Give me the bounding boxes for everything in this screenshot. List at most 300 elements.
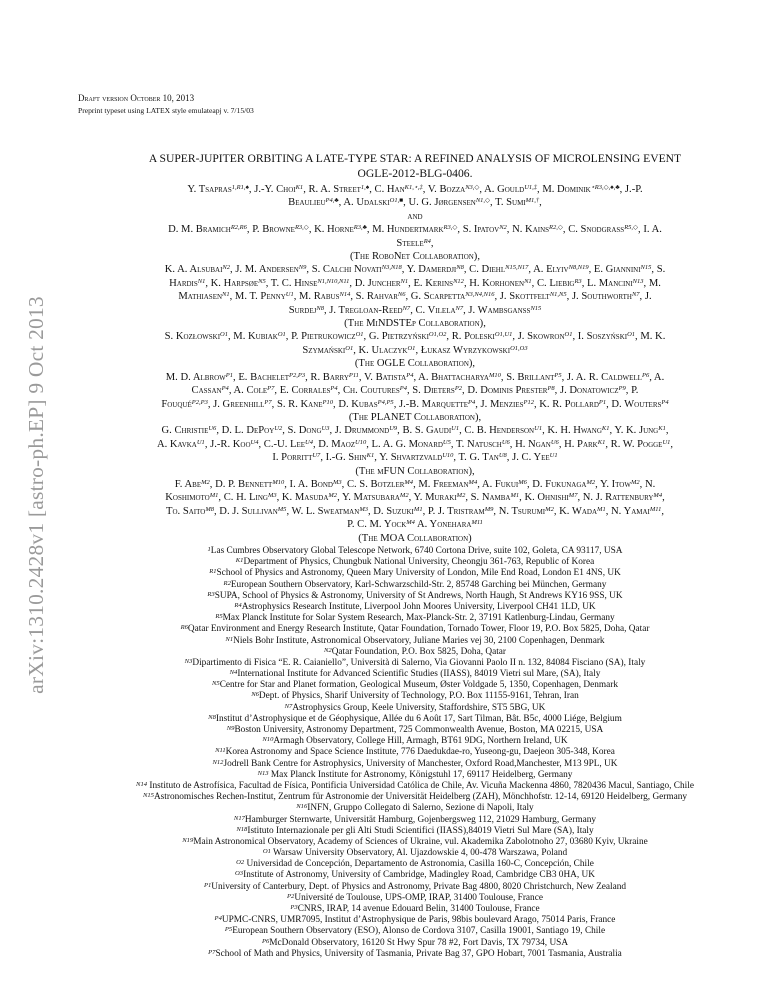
author-name: , J. A. R. Caldwell [561,371,642,383]
author-name: , H. Ngan [509,438,551,450]
affiliation-item [60,781,768,792]
author-affiliation-marker: P6 [641,371,650,379]
author-name: , S. Dong [282,425,322,437]
affiliation-item [60,926,768,937]
author-name: (The μFUN Collaboration), [355,465,475,477]
affiliation-text: University of Canterbury, Dept. of Physics and Astronomy, Private Bag 4800, 8020 Christchurch, New Zealand [211,881,627,892]
author-line [60,196,768,209]
affiliation-key: N7 [284,702,293,710]
author-name: , C. Vilela [410,304,456,316]
affiliation-text: Warsaw University Observatory, Al. Ujazdowskie 4, 00-478 Warszawa, Poland [270,848,568,859]
author-name: , J.-R. Koo [204,438,251,450]
author-affiliation-marker: M1 [209,492,219,500]
author-name: , S. Namba [465,492,511,504]
affiliation-key: P5 [224,926,233,934]
author-name: Steele [396,237,424,249]
author-affiliation-marker: U1,‡ [524,184,538,191]
affiliation-text: Max Planck Institute for Astronomy, Königstuhl 17, 69117 Heidelberg, Germany [268,769,573,780]
affiliation-key: N11 [215,747,226,755]
affiliation-text: Astrophysics Research Institute, Liverpool John Moores University, Liverpool CH41 1LD, UK [241,601,596,612]
author-line [60,465,768,478]
author-name: , J. Southworth [566,291,632,303]
author-name: , Łukasz Wyrzykowski [415,344,511,356]
author-name: , K. Masuda [276,492,329,504]
affiliation-text: McDonald Observatory, 16120 St Hwy Spur 78 #2, Fort Davis, TX 79734, USA [269,937,569,948]
author-name: , I.-G. Shin [320,452,367,464]
affiliation-item [60,580,768,591]
author-affiliation-marker: M8 [205,505,214,513]
author-name: , C. B. Henderson [459,425,535,437]
author-name: , E. Giannini [588,264,641,276]
author-affiliation-marker: P9 [618,385,626,393]
author-affiliation-marker: P1 [225,371,234,379]
author-name: (The RoboNet Collaboration), [350,251,480,263]
affiliation-item [60,915,768,926]
author-affiliation-marker: O1,■ [389,197,404,205]
affiliation-text: Qatar Environment and Energy Research Institute, Qatar Foundation, Tornado Tower, Floor 19, P.O. Box 5825, Doha, Qatar [187,624,650,635]
author-affiliation-marker: M3 [359,505,368,513]
author-affiliation-marker: O1 [627,331,636,339]
affiliation-key: R2 [223,579,231,587]
author-line [60,330,768,343]
author-name: , K. Ulaczyk [353,344,408,356]
author-line [60,304,768,317]
author-line [60,505,768,518]
author-name: , G. Scarpetta [405,291,466,303]
author-name: , B. S. Gaudi [397,425,452,437]
author-name: , N. Tsurumi [493,505,546,517]
author-affiliation-marker: U7 [312,452,321,460]
author-affiliation-marker: O1 [564,331,573,339]
affiliation-item [60,893,768,904]
author-name: , K. Ohnishi [519,492,569,504]
author-affiliation-marker: N13 [632,277,644,285]
author-affiliation-marker: U1 [549,452,558,460]
affiliation-key: O2 [236,859,245,867]
author-affiliation-marker: O1,U1 [494,331,513,339]
affiliation-text: CNRS, IRAP, 14 avenue Edouard Belin, 31400 Toulouse, France [297,904,540,914]
author-affiliation-marker: K1 [597,438,606,446]
author-affiliation-marker: M1 [597,505,606,513]
author-name: , S. Ipatov [457,224,500,236]
author-affiliation-marker: N8,N19 [568,264,589,272]
affiliation-item [60,669,768,680]
author-name: , [670,438,674,450]
affiliation-item [60,647,768,658]
affiliation-text: Department of Physics, Chungbuk National University, Cheongju 361-763, Republic of Korea [243,557,595,568]
affiliation-key: N3 [184,657,193,665]
author-affiliation-marker: N15,N17 [505,264,529,272]
author-affiliation-marker: U1 [451,425,460,433]
author-affiliation-marker: O1 [355,331,364,339]
author-affiliation-marker: U10 [355,438,367,446]
affiliation-item [60,703,768,714]
author-line [60,277,768,290]
affiliation-text: Boston University, Astronomy Department, 725 Commonwealth Avenue, Boston, MA 02215, USA [234,725,604,735]
author-line [60,210,768,223]
author-name: , L. A. G. Monard [366,438,443,450]
author-affiliation-marker: N7 [631,291,640,299]
author-affiliation-marker: 1,R1,♠ [231,184,249,191]
author-affiliation-marker: R2,R6 [230,224,247,232]
affiliation-key: K1 [235,557,244,565]
author-affiliation-marker: R3,◇ [294,224,309,232]
author-affiliation-marker: M2 [630,478,640,486]
author-name: , A. Elyiv [528,264,569,276]
affiliation-key: R1 [209,568,217,576]
author-name: , S. R. Kane [271,398,323,410]
author-affiliation-marker: O1 [407,344,416,352]
author-affiliation-marker: U1 [196,438,205,446]
author-name: , T. C. Hinse [265,277,318,289]
affiliation-item [60,848,768,859]
author-affiliation-marker: R3 [574,277,582,285]
author-affiliation-marker: U3 [321,425,330,433]
author-name: , D. L. DePoy [216,425,275,437]
author-affiliation-marker: N7 [402,304,411,312]
author-name: , N. [639,478,656,490]
affiliation-key: N16 [296,803,308,811]
author-name: , R. A. Street [303,184,361,195]
affiliation-text: Centre for Star and Planet formation, Geological Museum, Øster Voldgade 5, 1350, Copenhagen, Denmark [219,680,618,691]
author-name: , D. Wouters [606,398,662,410]
author-line [60,290,768,303]
affiliation-key: P2 [287,892,295,900]
author-affiliation-marker: P4 [221,385,229,393]
author-affiliation-marker: N14 [339,291,351,299]
author-name: , D. P. Bennett [209,478,273,490]
affiliation-key: R6 [180,624,188,632]
affiliation-item [60,736,768,747]
author-affiliation-marker: R2,◇ [549,224,563,232]
paper-title [60,151,768,181]
affiliation-text: Las Cumbres Observatory Global Telescope Network, 6740 Cortona Drive, suite 102, Goleta, CA 93117, USA [210,546,623,556]
affiliation-key: N1 [225,635,234,643]
author-name: , A. Fukui [477,478,519,490]
author-name: , R. Poleski [446,331,495,343]
author-name: , E. Corrales [274,385,331,397]
affiliation-text: European Southern Observatory (ESO), Alonso de Cordova 3107, Casilla 19001, Santiago 19, Chile [232,926,606,937]
author-name: , Y. Muraki [408,492,457,504]
author-affiliation-marker: O1 [277,331,286,339]
author-affiliation-marker: M2 [201,478,210,486]
author-affiliation-marker: K1 [601,425,610,433]
author-affiliation-marker: P4 [406,371,414,379]
author-affiliation-marker: U4 [250,438,259,446]
author-name: , P. Pietrukowicz [285,331,356,343]
author-name: , V. Bozza [422,184,466,195]
author-line [60,384,768,397]
affiliation-item [60,792,768,803]
author-affiliation-marker: N3,◇ [465,184,480,191]
affiliation-text: Armagh Observatory, College Hill, Armagh, BT61 9DG, Northern Ireland, UK [273,736,568,747]
affiliation-key: P6 [261,937,270,945]
author-affiliation-marker: M4 [653,492,663,500]
affiliation-key: N19 [182,836,194,844]
affiliation-item [60,870,768,881]
author-line [60,491,768,504]
author-name: , C. Snodgrass [562,224,625,236]
author-affiliation-marker: U2 [274,425,283,433]
author-affiliation-marker: M2 [545,505,554,513]
author-name: , J. Skowron [512,331,565,343]
author-affiliation-marker: P2,P3 [191,398,208,406]
author-affiliation-marker: U5 [442,438,451,446]
author-name: , C. Liebig [531,277,575,289]
author-name: , E. Bachelet [233,371,290,383]
author-name: , U. G. Jørgensen [403,197,476,209]
author-affiliation-marker: U6 [501,438,510,446]
author-affiliation-marker: M2 [328,492,338,500]
author-name: , H. Park [558,438,598,450]
author-name: , H. Korhonen [463,277,525,289]
author-affiliation-marker: O1 [220,331,228,339]
affiliation-text: Niels Bohr Institute, Astronomical Observatory, Juliane Maries vej 30, 2100 Copenhagen, Denmark [233,635,605,646]
author-name: , [662,492,665,504]
affiliation-key: P1 [203,881,212,889]
author-name: , T. Natusch [450,438,502,450]
author-name: , M. Rabus [293,291,340,303]
author-affiliation-marker: M2 [586,478,596,486]
author-name: , Y. Shvartzvald [374,452,443,464]
author-name: , D. Maoz [312,438,356,450]
author-affiliation-marker: K1,⋆,‡ [404,184,423,191]
author-name: P. C. M. Yock [347,519,407,531]
author-name: Surdej [288,304,317,316]
affiliation-text: SUPA, School of Physics & Astronomy, University of St Andrews, North Haugh, St Andrews KY16 9SS, UK [214,590,623,601]
author-affiliation-marker: 1,♠ [360,184,370,191]
author-line [60,263,768,276]
author-affiliation-marker: M2 [399,492,409,500]
author-line [60,183,768,196]
affiliation-item [60,837,768,848]
affiliation-key: N4 [229,669,238,677]
author-affiliation-marker: M4 [404,478,414,486]
author-name: , J.-P. [619,184,643,195]
author-affiliation-marker: P4 [661,398,669,406]
affiliation-item [60,624,768,635]
author-line [60,237,768,250]
author-name: , Y. K. Jung [609,425,659,437]
author-name: , A. Gould [479,184,525,195]
author-name: Mathiasen [178,291,223,303]
affiliation-key: R4 [234,601,242,609]
author-name: (The MiNDSTEp Collaboration), [344,318,486,330]
author-affiliation-marker: P4,♣ [325,197,339,205]
author-affiliation-marker: M1 [510,492,520,500]
author-name: , S. Calchi Novati [306,264,382,276]
author-affiliation-marker: N1 [222,291,230,299]
author-name: , D. Fukunaga [526,478,587,490]
author-name: , K. Harpsøe [205,277,259,289]
author-name: , J. Tregloan-Reed [323,304,403,316]
affiliation-key: N8 [208,713,216,721]
author-name: , G. Pietrzyński [363,331,429,343]
affiliation-text: School of Physics and Astronomy, Queen Mary University of London, Mile End Road, London E1 4NS, UK [216,568,621,579]
author-affiliation-marker: N3,N4,N16 [465,291,495,299]
author-name: , J. [639,291,652,303]
author-line [60,357,768,370]
author-name: Beaulieu [288,197,326,209]
affiliation-key: P7 [208,948,216,956]
affiliation-item [60,938,768,949]
author-affiliation-marker: M11 [649,505,662,513]
author-affiliation-marker: R5,◇ [624,224,639,232]
affiliation-text: INFN, Gruppo Collegato di Salerno, Sezione di Napoli, Italy [307,803,534,814]
author-affiliation-marker: N1 [197,277,206,285]
author-name: (The PLANET Collaboration), [348,411,482,423]
affiliation-text: Jodrell Bank Centre for Astrophysics, University of Manchester, Oxford Road,Manchester, M13 9PL, UK [223,758,618,769]
author-affiliation-marker: O1,O2 [428,331,447,339]
author-name: , A. [649,371,665,383]
affiliation-item [60,859,768,870]
author-name: , M. Hundertmark [366,224,444,236]
affiliation-key: N5 [211,680,220,688]
arxiv-identifier-stamp: arXiv:1310.2428v1 [astro-ph.EP] 9 Oct 2013 [24,296,48,694]
author-affiliation-marker: U1 [534,425,543,433]
author-name: , C. Diehl [463,264,506,276]
author-affiliation-marker: N7 [455,304,464,312]
affiliation-item [60,658,768,669]
author-affiliation-marker: M9 [484,505,494,513]
author-name: S. Kozłowski [164,331,221,343]
author-line [60,451,768,464]
author-affiliation-marker: ⋆R3,◇,♠,♣ [590,184,620,191]
author-name: To. Saito [166,505,206,517]
author-affiliation-marker: U1 [662,438,671,446]
affiliation-text: Max Planck Institute for Solar System Research, Max-Planck-Str. 2, 37191 Katlenburg-Lindau, Germany [222,613,615,624]
author-name: , J.-Y. Choi [248,184,296,195]
author-name: A. Kavka [156,438,197,450]
author-name: , S. Brillant [500,371,555,383]
affiliation-item [60,613,768,624]
draft-version: Draft version October 10, 2013 [78,93,195,103]
author-affiliation-marker: N6 [397,291,406,299]
author-affiliation-marker: U6 [208,425,217,433]
affiliation-text: International Institute for Advanced Scientific Studies (IIASS), 84019 Vietri sul Mare, (SA), Italy [237,669,601,680]
affiliation-item [60,602,768,613]
author-line [60,317,768,330]
author-affiliation-marker: U1 [285,291,294,299]
affiliation-text: Universidad de Concepción, Departamento de Astronomia, Casilla 160-C, Concepción, Chile [244,859,594,870]
author-name: , D. J. Sullivan [214,505,278,517]
author-name: (The MOA Collaboration) [358,532,472,544]
affiliation-item [60,904,768,915]
author-affiliation-marker: P4,P5 [377,398,394,406]
author-affiliation-marker: N8 [316,304,324,312]
author-name: G. Christie [161,425,209,437]
affiliation-key: N9 [226,725,235,732]
affiliation-key: 1 [207,546,211,553]
author-affiliation-marker: N1 [400,277,409,285]
author-name: F. Abe [174,478,202,490]
author-name: , C. H. Ling [218,492,268,504]
author-name: , P. [625,385,639,397]
author-name: , D. Juncher [349,277,401,289]
affiliation-text: School of Math and Physics, University of Tasmania, Private Bag 37, GPO Hobart, 7001 Tasmania, Australia [215,948,622,959]
author-name: , I. A. Bond [284,478,333,490]
author-name: , M. Freeman [413,478,469,490]
author-affiliation-marker: K1 [658,425,666,433]
author-name: , M. Kubiak [227,331,278,343]
author-affiliation-marker: N8 [456,264,464,272]
author-affiliation-marker: M1 [413,505,423,513]
author-name: I. Porritt [272,452,313,464]
affiliation-item [60,770,768,781]
affiliation-text: Qatar Foundation, P.O. Box 5825, Doha, Qatar [331,646,506,657]
affiliation-item [60,680,768,691]
author-name: , T. G. Tan [453,452,499,464]
author-affiliation-marker: U9 [389,425,398,433]
author-name: , A. Bhattacharya [413,371,489,383]
title-line-1: A SUPER-JUPITER ORBITING A LATE-TYPE STAR: A REFINED ANALYSIS OF MICROLENSING EVENT [148,152,682,165]
author-affiliation-marker: U4 [305,438,313,446]
author-name: , M. K. [635,331,666,343]
affiliation-text: European Southern Observatory, Karl-Schwarzschild-Str. 2, 85748 Garching bei München, Germany [230,579,607,590]
affiliation-item [60,882,768,893]
author-name: , N. J. Rattenbury [577,492,654,504]
affiliation-text: Hamburger Sternwarte, Universität Hamburg, Gojenbergsweg 112, 21029 Hamburg, Germany [244,814,597,825]
affiliation-item [60,826,768,837]
affiliation-text: Institut d’Astrophysique et de Géophysique, Allée du 6 Août 17, Sart Tilman, Bât. B5c, 4000 Liége, Belgium [215,713,622,724]
author-affiliation-marker: P2,P3 [289,371,306,379]
author-name: , S. Rahvar [350,291,398,303]
affiliation-text: Université de Toulouse, UPS-OMP, IRAP, 31400 Toulouse, France [294,892,543,903]
author-name: , K. H. Hwang [542,425,602,437]
title-line-2: OGLE-2012-BLG-0406. [357,167,473,180]
author-line [60,532,768,545]
author-affiliation-marker: O1,O3 [510,344,528,352]
author-name: , M. [643,277,661,289]
author-name: , L. Mancini [581,277,633,289]
author-affiliation-marker: M4 [406,519,415,527]
author-name: , M. Dominik [537,184,591,195]
author-line [60,250,768,263]
author-affiliation-marker: N1,N5 [549,291,567,299]
author-name: , C.-U. Lee [258,438,306,450]
affiliation-key: P3 [290,904,298,911]
author-affiliation-marker: M4 [468,478,478,486]
author-affiliation-marker: P12 [523,398,534,406]
author-affiliation-marker: P4 [399,385,407,393]
author-affiliation-marker: P4 [330,385,338,393]
affiliation-item [60,568,768,579]
author-name: , J. Donatowicz [554,385,619,397]
author-name: , Y. Itow [595,478,631,490]
affiliation-text: Main Astronomical Observatory, Academy of Sciences of Ukraine, vul. Akademika Zabolotnoho 27, 03680 Kyiv, Ukraine [193,836,648,847]
author-affiliation-marker: N5 [258,277,266,285]
author-line [60,371,768,384]
author-affiliation-marker: R3,♣ [353,224,367,232]
author-affiliation-marker: M1,† [525,197,540,205]
author-name: , T. Sumi [490,197,526,209]
author-affiliation-marker: U8 [498,452,507,460]
author-affiliation-marker: P5 [554,371,562,379]
author-line [60,478,768,491]
author-name: , J. M. Andersen [230,264,299,276]
author-affiliation-marker: M3 [332,478,342,486]
affiliation-key: P4 [214,915,222,923]
author-affiliation-marker: N15 [640,264,652,272]
affiliation-item [60,546,768,557]
affiliation-item [60,725,768,736]
author-affiliation-marker: P7 [267,385,275,393]
author-name: , J. Wambsganss [463,304,531,316]
author-name: , V. Batista [358,371,407,383]
author-affiliation-marker: N1,◇ [475,197,491,205]
author-name: , [661,505,664,517]
author-name: K. A. Alsubai [164,264,223,276]
